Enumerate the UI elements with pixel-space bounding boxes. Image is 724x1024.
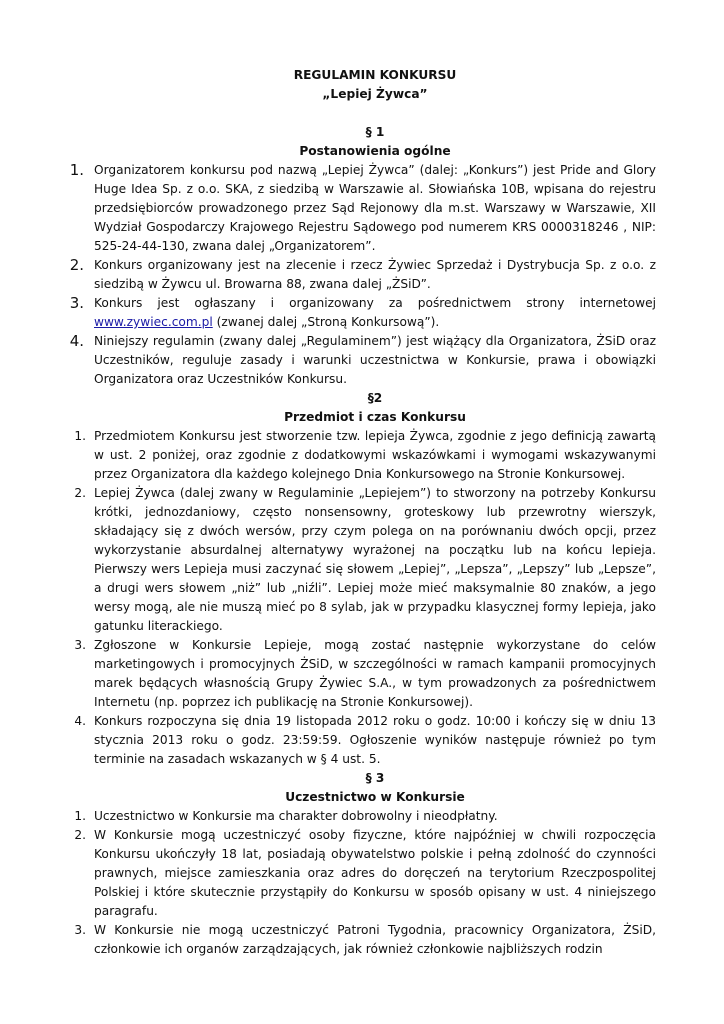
- item-number: 3.: [74, 923, 86, 937]
- item-text: Konkurs rozpoczyna się dnia 19 listopada 2012 roku o godz. 10:00 i kończy się w dniu 13 stycznia 2013 roku o godz. 23:59:59. Ogłoszenie wyników następuje również po tym terminie na zasadach wskazanych w § 4 ust. 5.: [94, 714, 656, 766]
- section-mark-1: § 1: [365, 125, 385, 139]
- item-number: 1.: [74, 809, 86, 823]
- item-text: Organizatorem konkursu pod nazwą „Lepiej Żywca” (dalej: „Konkurs”) jest Pride and Glory Huge Idea Sp. z o.o. SKA, z siedzibą w Warszawie al. Słowiańska 10B, wpisana do rejestru przedsiębiorców prowadzonego przez Sąd Rejonowy dla m.st. Warszawy w Warszawie, XII Wydział Gospodarczy Krajowego Rejestru Sądowego pod numerem KRS 0000318246 , NIP: 525-24-44-130, zwana dalej „Organizatorem”.: [94, 163, 656, 253]
- document-subtitle: „Lepiej Żywca”: [322, 87, 428, 101]
- list-item: [69, 256, 656, 294]
- item-number: 1.: [69, 161, 84, 179]
- section-1-list: [69, 161, 656, 389]
- item-text: W Konkursie nie mogą uczestniczyć Patroni Tygodnia, pracownicy Organizatora, ŻSiD, członkowie ich organów zarządzających, jak również członkowie najbliższych rodzin: [94, 923, 656, 956]
- item-text: W Konkursie mogą uczestniczyć osoby fizyczne, które najpóźniej w chwili rozpoczęcia Konkursu ukończyły 18 lat, posiadają obywatelstwo polskie i pełną zdolność do czynności prawnych, miejsce zamieszkania oraz adres do doręczeń na terytorium Rzeczpospolitej Polskiej i które skutecznie przystąpiły do Konkursu w sposób opisany w ust. 4 niniejszego paragrafu.: [94, 828, 656, 918]
- item-text: Konkurs organizowany jest na zlecenie i rzecz Żywiec Sprzedaż i Dystrybucja Sp. z o.o. z siedzibą w Żywcu ul. Browarna 88, zwana dalej „ŻSiD”.: [94, 258, 656, 291]
- section-mark-3: § 3: [365, 771, 385, 785]
- item-text: Uczestnictwo w Konkursie ma charakter dobrowolny i nieodpłatny.: [94, 809, 498, 823]
- document-page: [69, 66, 656, 959]
- list-item: [74, 826, 656, 921]
- item-number: 3.: [69, 294, 84, 312]
- item-text: Konkurs jest ogłaszany i organizowany za pośrednictwem strony internetowej: [94, 296, 656, 310]
- list-item: [74, 427, 656, 484]
- section-3-list: [74, 807, 656, 959]
- section-heading-1: Postanowienia ogólne: [299, 144, 451, 158]
- list-item: [74, 807, 656, 826]
- section-mark-2: §2: [367, 391, 383, 405]
- item-number: 4.: [74, 714, 86, 728]
- list-item: [74, 712, 656, 769]
- item-text: Lepiej Żywca (dalej zwany w Regulaminie „Lepiejem”) to stworzony na potrzeby Konkursu krótki, jednozdaniowy, często nonsensowny, groteskowy lub przewrotny wierszyk, składający się z dwóch wersów, przy czym polega on na porównaniu dwóch opcji, przez wykorzystanie absurdalnej alternatywy wyrażonej na początku lub na końcu lepieja. Pierwszy wers Lepieja musi zaczynać się słowem „Lepiej”, „Lepsza”, „Lepszy” lub „Lepsze”, a drugi wers słowem „niż” lub „niźli”. Lepiej może mieć maksymalnie 80 znaków, a jego wersy mogą, ale nie muszą mieć po 8 sylab, jak w przypadku klasycznej formy lepieja, jako gatunku literackiego.: [94, 486, 656, 633]
- section-heading-3: Uczestnictwo w Konkursie: [285, 790, 465, 804]
- list-item: [69, 294, 656, 332]
- item-text: (zwanej dalej „Stroną Konkursową”).: [212, 315, 440, 329]
- website-link[interactable]: www.zywiec.com.pl: [94, 315, 213, 329]
- item-number: 2.: [74, 486, 86, 500]
- list-item: [74, 484, 656, 636]
- item-number: 1.: [74, 429, 86, 443]
- item-text: Przedmiotem Konkursu jest stworzenie tzw. lepieja Żywca, zgodnie z jego definicją zawartą w ust. 2 poniżej, oraz zgodnie z dodatkowymi wskazówkami i wymogami wskazywanymi przez Organizatora dla każdego kolejnego Dnia Konkursowego na Stronie Konkursowej.: [94, 429, 656, 481]
- section-2-list: [74, 427, 656, 769]
- list-item: [74, 921, 656, 959]
- list-item: [69, 161, 656, 256]
- section-heading-2: Przedmiot i czas Konkursu: [284, 410, 466, 424]
- item-number: 2.: [74, 828, 86, 842]
- item-number: 4.: [69, 332, 84, 350]
- item-number: 2.: [69, 256, 84, 274]
- item-text: Zgłoszone w Konkursie Lepieje, mogą zostać następnie wykorzystane do celów marketingowych i promocyjnych ŻSiD, w szczególności w ramach kampanii promocyjnych marek będących własnością Grupy Żywiec S.A., w tym prowadzonych za pośrednictwem Internetu (np. poprzez ich publikację na Stronie Konkursowej).: [94, 638, 656, 709]
- document-title: REGULAMIN KONKURSU: [293, 68, 457, 82]
- list-item: [74, 636, 656, 712]
- item-number: 3.: [74, 638, 86, 652]
- list-item: [69, 332, 656, 389]
- item-text: Niniejszy regulamin (zwany dalej „Regulaminem”) jest wiążący dla Organizatora, ŻSiD oraz Uczestników, reguluje zasady i warunki uczestnictwa w Konkursie, prawa i obowiązki Organizatora oraz Uczestników Konkursu.: [94, 334, 656, 386]
